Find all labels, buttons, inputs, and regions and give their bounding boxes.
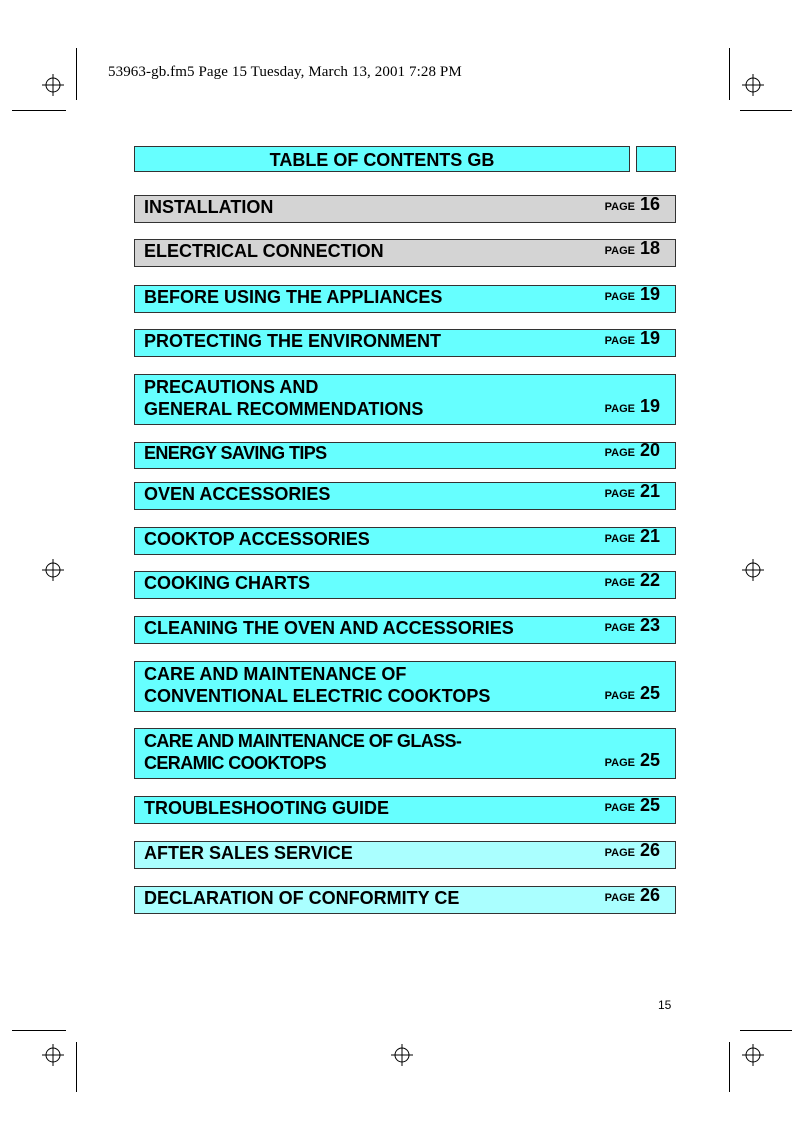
toc-entry-declaration[interactable]	[134, 886, 676, 914]
toc-entry-page: PAGE 19	[604, 396, 660, 416]
toc-entry-page: PAGE 25	[604, 750, 660, 770]
toc-entry-label: OVEN ACCESSORIES	[144, 484, 331, 504]
toc-entry-care-conventional[interactable]	[134, 661, 676, 712]
registration-mark-icon	[742, 1044, 764, 1066]
toc-entry-page: PAGE 21	[604, 526, 660, 546]
toc-entry-cleaning-oven[interactable]	[134, 616, 676, 644]
toc-entry-label: CLEANING THE OVEN AND ACCESSORIES	[144, 618, 514, 638]
toc-entry-cooktop-accessories[interactable]	[134, 527, 676, 555]
toc-entry-installation[interactable]	[134, 195, 676, 223]
crop-mark	[12, 110, 66, 111]
crop-mark	[76, 48, 77, 100]
toc-entry-page: PAGE 22	[604, 570, 660, 590]
toc-entry-care-glass-ceramic[interactable]	[134, 728, 676, 779]
toc-entry-label: INSTALLATION	[144, 197, 274, 217]
toc-entry-page: PAGE 16	[604, 194, 660, 214]
toc-entry-precautions[interactable]	[134, 374, 676, 425]
toc-entry-before-using[interactable]	[134, 285, 676, 313]
registration-mark-icon	[391, 1044, 413, 1066]
toc-entry-page: PAGE 23	[604, 615, 660, 635]
toc-entry-label: BEFORE USING THE APPLIANCES	[144, 287, 443, 307]
page-number: 15	[658, 998, 672, 1012]
toc-entry-label: TROUBLESHOOTING GUIDE	[144, 798, 390, 818]
toc-entry-label: CARE AND MAINTENANCE OF GLASS- CERAMIC COOKTOPS	[144, 731, 462, 773]
registration-mark-icon	[42, 559, 64, 581]
toc-entry-label: COOKTOP ACCESSORIES	[144, 529, 370, 549]
toc-entry-page: PAGE 25	[604, 683, 660, 703]
toc-entry-label: ENERGY SAVING TIPS	[144, 443, 327, 463]
crop-mark	[740, 1030, 792, 1031]
registration-mark-icon	[42, 1044, 64, 1066]
registration-mark-icon	[42, 74, 64, 96]
print-header: 53963-gb.fm5 Page 15 Tuesday, March 13, 2001 7:28 PM	[108, 64, 462, 80]
crop-mark	[729, 48, 730, 100]
toc-entry-cooking-charts[interactable]	[134, 571, 676, 599]
toc-entry-label: CARE AND MAINTENANCE OF CONVENTIONAL ELECTRIC COOKTOPS	[144, 664, 491, 706]
toc-entry-page: PAGE 26	[604, 885, 660, 905]
crop-mark	[76, 1042, 77, 1092]
toc-entry-label: ELECTRICAL CONNECTION	[144, 241, 384, 261]
toc-entry-page: PAGE 21	[604, 481, 660, 501]
toc-entry-page: PAGE 20	[604, 440, 660, 460]
toc-entry-troubleshooting[interactable]	[134, 796, 676, 824]
toc-entry-label: PRECAUTIONS AND GENERAL RECOMMENDATIONS	[144, 377, 424, 419]
toc-entry-page: PAGE 19	[604, 284, 660, 304]
registration-mark-icon	[742, 74, 764, 96]
toc-title-side-box	[636, 146, 676, 172]
toc-entry-energy-saving[interactable]	[134, 442, 676, 469]
crop-mark	[12, 1030, 66, 1031]
crop-mark	[729, 1042, 730, 1092]
toc-entry-after-sales[interactable]	[134, 841, 676, 869]
toc-entry-label: PROTECTING THE ENVIRONMENT	[144, 331, 442, 351]
registration-mark-icon	[742, 559, 764, 581]
toc-entry-page: PAGE 25	[604, 795, 660, 815]
toc-entry-oven-accessories[interactable]	[134, 482, 676, 510]
crop-mark	[740, 110, 792, 111]
toc-title: TABLE OF CONTENTS GB	[134, 146, 630, 172]
toc-entry-electrical-connection[interactable]	[134, 239, 676, 267]
toc-entry-page: PAGE 18	[604, 238, 660, 258]
toc-entry-protecting-environment[interactable]	[134, 329, 676, 357]
toc-entry-label: DECLARATION OF CONFORMITY CE	[144, 888, 460, 908]
toc-entry-page: PAGE 19	[604, 328, 660, 348]
toc-entry-label: COOKING CHARTS	[144, 573, 310, 593]
toc-entry-label: AFTER SALES SERVICE	[144, 843, 353, 863]
toc-entry-page: PAGE 26	[604, 840, 660, 860]
